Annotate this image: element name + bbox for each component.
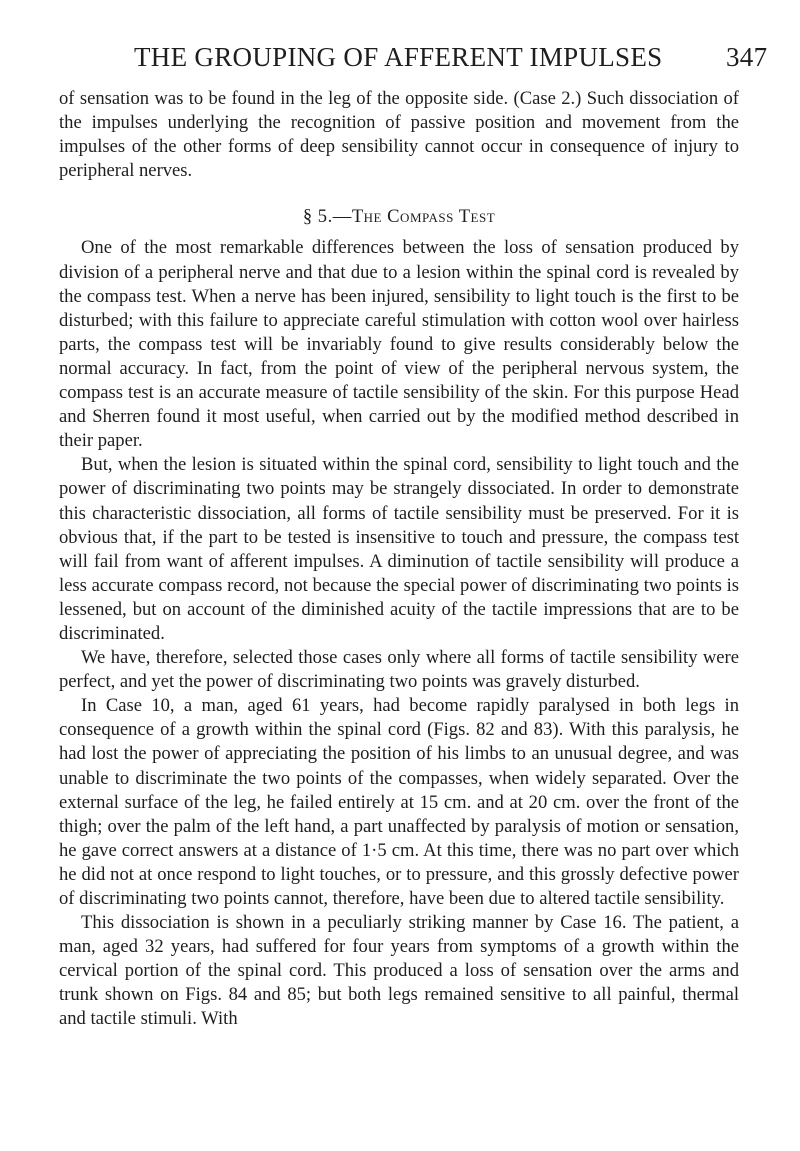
paragraph: But, when the lesion is situated within the spinal cord, sensibility to light touch and the power of discriminating two points may be strangely dissociated. In order to demonstrate this characteristic dissociation, all forms of tactile sensibility must be preserved. For it is obvious that, if the part to be tested is insensitive to touch and pressure, the compass test will fail from want of afferent impulses. A diminution of tactile sensibility will produce a less accurate compass record, not because the special power of discriminating two points is lessened, but on account of the diminished acuity of the tactile impressions that are to be discriminated. [59,454,739,644]
page-number: 347 [726,42,768,72]
paragraph: One of the most remarkable differences between the loss of sensation produced by division of a peripheral nerve and that due to a lesion within the spinal cord is revealed by the compass test. When a nerve has been injured, sensibility to light touch is the first to be disturbed; with this failure to appreciate careful stimulation with cotton wool over hairless parts, the compass test will be invariably found to give results considerably below the normal accuracy. In fact, from the point of view of the peripheral nervous system, the compass test is an accurate measure of tactile sensibility of the skin. For this purpose Head and Sherren found it most useful, when carried out by the modified method described in their paper. [59,237,739,452]
paragraph-continued: of sensation was to be found in the leg of the opposite side. (Case 2.) Such dissociation of the impulses underlying the recognition of passive position and movement from the impulses of the other forms of deep sensibility cannot occur in consequence of injury to peripheral nerves. [59,88,739,182]
section-heading [59,205,739,229]
body-text [59,87,739,1032]
section-number: § 5.— [302,206,352,228]
running-head-title: THE GROUPING OF AFFERENT IMPULSES [134,42,663,72]
section-title: The Compass Test [351,206,496,228]
paragraph: This dissociation is shown in a peculiarly striking manner by Case 16. The patient, a man, aged 32 years, had suffered for four years from symptoms of a growth within the cervical portion of the spinal cord. This produced a loss of sensation over the arms and trunk shown on Figs. 84 and 85; but both legs remained sensitive to all painful, thermal and tactile stimuli. With [59,912,739,1030]
running-head [134,42,768,73]
paragraph: We have, therefore, selected those cases only where all forms of tactile sensibility were perfect, and yet the power of discriminating two points was gravely disturbed. [59,647,739,693]
paragraph: In Case 10, a man, aged 61 years, had become rapidly paralysed in both legs in consequence of a growth within the spinal cord (Figs. 82 and 83). With this paralysis, he had lost the power of appreciating the position of his limbs to an unusual degree, and was unable to discriminate the two points of the compasses, when widely separated. Over the external surface of the leg, he failed entirely at 15 cm. and at 20 cm. over the front of the thigh; over the palm of the left hand, a part unaffected by paralysis of motion or sensation, he gave correct answers at a distance of 1·5 cm. At this time, there was no part over which he did not at once respond to light touches, or to pressure, and this grossly defective power of discriminating two points cannot, therefore, have been due to altered tactile sensibility. [59,695,739,909]
